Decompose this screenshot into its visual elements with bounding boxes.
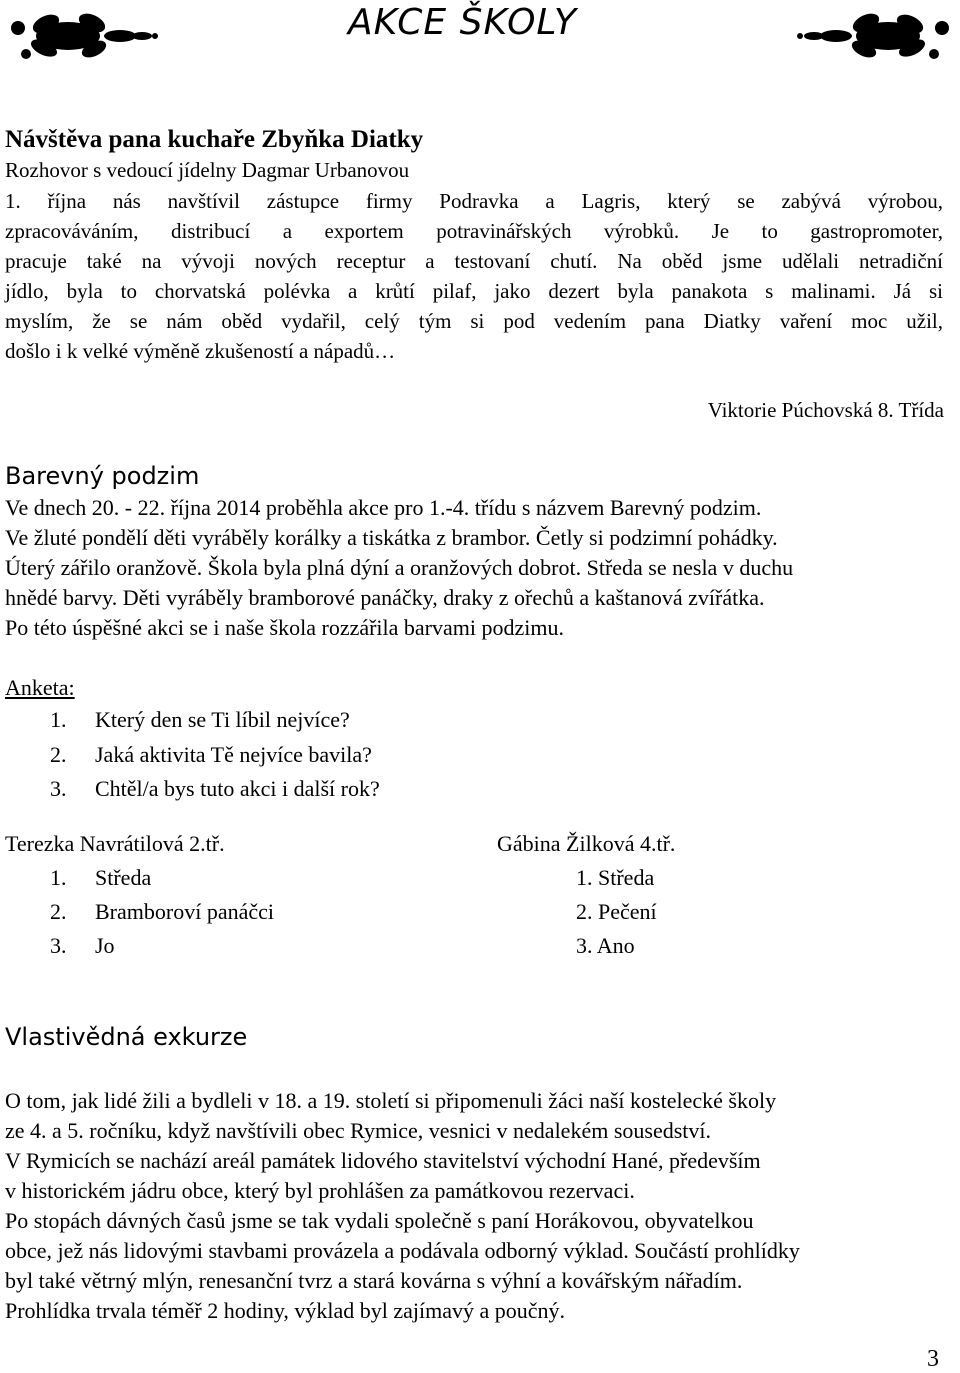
article3-line: Po stopách dávných časů jsme se tak vydali společně s paní Horákovou, obyvatelkou <box>5 1208 754 1233</box>
right-ornament-icon <box>796 6 956 64</box>
answer-item: 2. Pečení <box>576 899 657 924</box>
question-number: 3. <box>50 776 67 801</box>
answer-number: 1. <box>50 865 67 890</box>
answer-item: 3. Ano <box>576 933 635 958</box>
answer-item <box>50 895 274 929</box>
header-title: AKCE ŠKOLY <box>348 2 578 43</box>
article2-title: Barevný podzim <box>5 462 200 490</box>
article1-subtitle: Rozhovor s vedoucí jídelny Dagmar Urbanovou <box>5 158 410 182</box>
question-number: 1. <box>50 707 67 732</box>
article2-body <box>5 493 793 643</box>
question-number: 2. <box>50 741 67 767</box>
article3-line: obce, jež nás lidovými stavbami provázela a podávala odborný výklad. Součástí prohlídky <box>5 1238 800 1263</box>
article3-line: Prohlídka trvala téměř 2 hodiny, výklad byl zajímavý a poučný. <box>5 1298 566 1323</box>
survey-question <box>50 738 380 773</box>
article2-line: hnědé barvy. Děti vyráběly bramborové panáčky, draky z ořechů a kaštanová zvířátka. <box>5 585 765 610</box>
article1-line: jídlo, byla to chorvatská polévka a krůtí pilaf, jako dezert byla panakota s malinami. Já si <box>5 279 943 303</box>
article3-line: V Rymicích se nachází areál památek lidového stavitelství východní Hané, především <box>5 1148 761 1173</box>
article3-line: ze 4. a 5. ročníku, když navštívili obec Rymice, vesnici v nedalekém sousedství. <box>5 1118 711 1143</box>
article1-line: 1. října nás navštívil zástupce firmy Podravka a Lagris, který se zabývá výrobou, <box>5 189 943 213</box>
answer-item <box>50 929 274 963</box>
page-number: 3 <box>927 1346 939 1372</box>
article3-body <box>5 1086 800 1326</box>
article3-line: byl také větrný mlýn, renesanční tvrz a stará kovárna s výhní a kovářským nářadím. <box>5 1268 743 1293</box>
answer-text: Středa <box>95 865 152 890</box>
article2-line: Po této úspěšné akci se i naše škola rozzářila barvami podzimu. <box>5 615 564 640</box>
question-text: Jaká aktivita Tě nejvíce bavila? <box>95 741 372 767</box>
answer-number: 3. <box>50 933 67 958</box>
respondent-1-name: Terezka Navrátilová 2.tř. <box>5 831 225 856</box>
article2-line: Ve žluté pondělí děti vyráběly korálky a tiskátka z brambor. Četly si podzimní pohádky. <box>5 525 778 550</box>
article2-line: Ve dnech 20. - 22. října 2014 proběhla akce pro 1.-4. třídu s názvem Barevný podzim. <box>5 495 762 520</box>
answer-text: Bramboroví panáčci <box>95 899 274 924</box>
article1-line: myslím, že se nám oběd vydařil, celý tým si pod vedením pana Diatky vaření moc užil, <box>5 309 943 333</box>
article3-line: O tom, jak lidé žili a bydleli v 18. a 19. století si připomenuli žáci naší kostelecké školy <box>5 1088 777 1113</box>
respondent-2-name: Gábina Žilková 4.tř. <box>497 831 676 856</box>
article1-body <box>5 186 943 366</box>
article1-line: pracuje také na vývoji nových receptur a testovaní chutí. Na oběd jsme udělali netradiční <box>5 249 943 273</box>
survey-question <box>50 703 380 738</box>
survey-question <box>50 772 380 807</box>
survey-questions <box>50 703 380 807</box>
article1-title: Návštěva pana kuchaře Zbyňka Diatky <box>5 126 424 153</box>
article1-line: zpracováváním, distribucí a exportem potravinářských výrobků. Je to gastropromoter, <box>5 219 943 243</box>
question-text: Který den se Ti líbil nejvíce? <box>95 707 350 732</box>
article3-title: Vlastivědná exkurze <box>5 1023 248 1051</box>
article1-author: Viktorie Púchovská 8. Třída <box>707 398 944 422</box>
article2-line: Úterý zářilo oranžově. Škola byla plná dýní a oranžových dobrot. Středa se nesla v duchu <box>5 555 794 580</box>
answer-item: 1. Středa <box>576 865 655 890</box>
respondent-2-answers <box>576 861 657 963</box>
article1-line: došlo i k velké výměně zkušeností a nápadů… <box>5 339 396 363</box>
respondent-1-answers <box>50 861 274 963</box>
answer-item <box>50 861 274 895</box>
survey-label: Anketa: <box>5 675 75 700</box>
article3-line: v historickém jádru obce, který byl prohlášen za památkovou rezervaci. <box>5 1178 635 1203</box>
answer-text: Jo <box>95 933 115 958</box>
left-ornament-icon <box>8 6 158 64</box>
answer-number: 2. <box>50 899 67 924</box>
question-text: Chtěl/a bys tuto akci i další rok? <box>95 776 380 801</box>
